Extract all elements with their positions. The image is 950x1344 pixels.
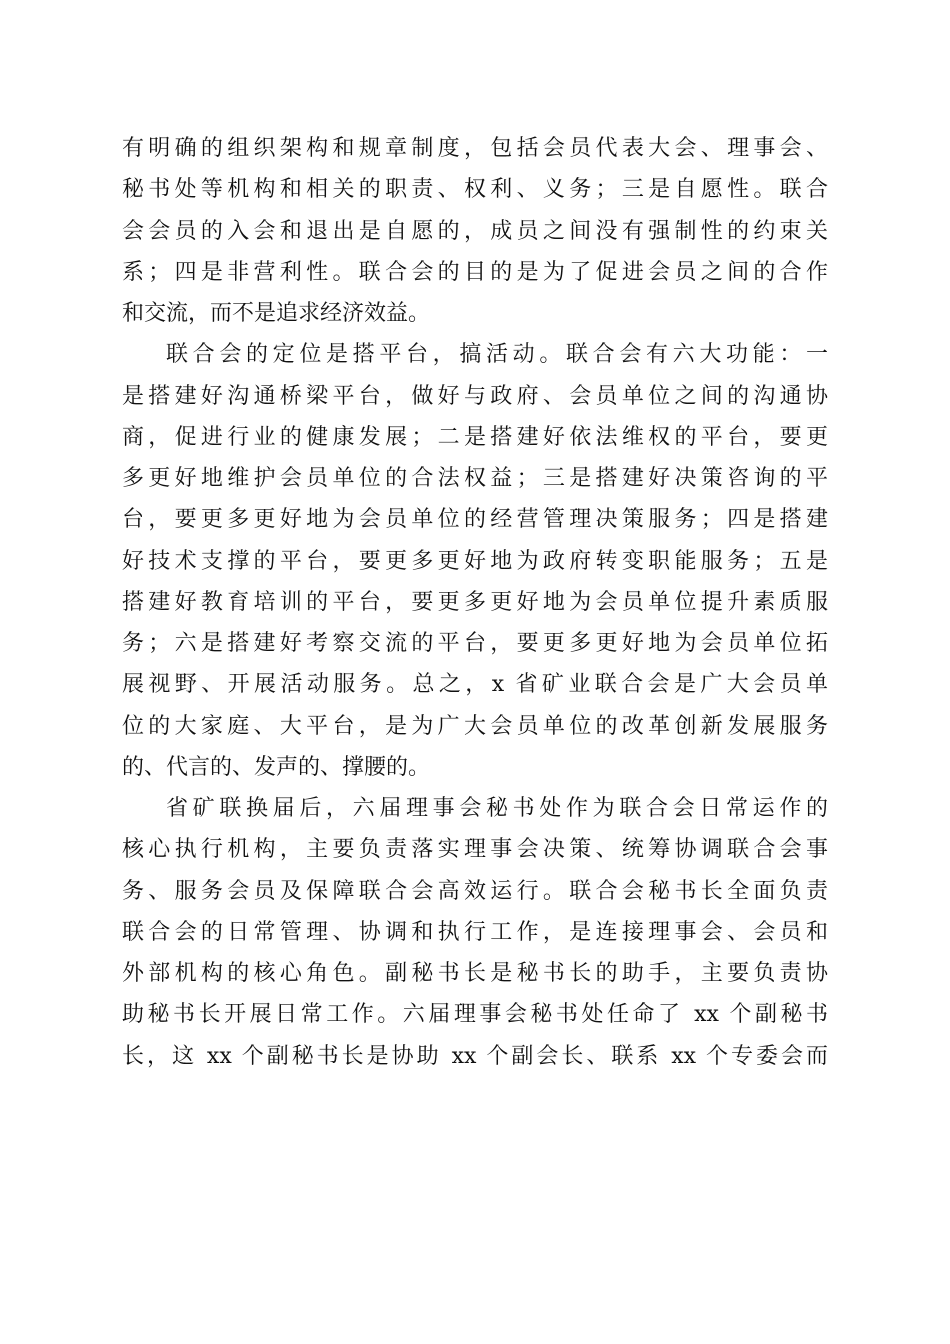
text-line: 秘书处等机构和相关的职责、权利、义务；三是自愿性。联合 bbox=[122, 177, 828, 203]
paragraph-first-line: 省矿联换届后，六届理事会秘书处作为联合会日常运作的 bbox=[166, 796, 828, 821]
document-body bbox=[122, 128, 828, 1077]
text-line: 和交流，而不是追求经济效益。 bbox=[122, 301, 431, 326]
text-line: 搭建好教育培训的平台，要更多更好地为会员单位提升素质服 bbox=[122, 589, 828, 615]
paragraph-first-line: 联合会的定位是搭平台，搞活动。联合会有六大功能：一 bbox=[166, 342, 828, 368]
text-line: 好技术支撑的平台，要更多更好地为政府转变职能服务；五是 bbox=[122, 548, 828, 574]
text-line: 联合会的日常管理、协调和执行工作，是连接理事会、会员和 bbox=[122, 919, 828, 945]
text-line: 核心执行机构，主要负责落实理事会决策、统筹协调联合会事 bbox=[122, 837, 828, 863]
text-line: 有明确的组织架构和规章制度，包括会员代表大会、理事会、 bbox=[122, 136, 828, 161]
text-line: 外部机构的核心角色。副秘书长是秘书长的助手，主要负责协 bbox=[122, 961, 828, 986]
text-line: 助秘书长开展日常工作。六届理事会秘书处任命了 xx 个副秘书 bbox=[122, 1002, 828, 1028]
text-line: 的、代言的、发声的、撑腰的。 bbox=[122, 754, 431, 780]
text-line: 位的大家庭、大平台，是为广大会员单位的改革创新发展服务 bbox=[122, 713, 828, 739]
text-line: 务；六是搭建好考察交流的平台，要更多更好地为会员单位拓 bbox=[122, 631, 828, 656]
text-line: 长，这 xx 个副秘书长是协助 xx 个副会长、联系 xx 个专委会而 bbox=[122, 1043, 828, 1069]
text-line: 展视野、开展活动服务。总之，x 省矿业联合会是广大会员单 bbox=[122, 672, 828, 698]
text-line: 系；四是非营利性。联合会的目的是为了促进会员之间的合作 bbox=[122, 259, 828, 285]
text-line: 务、服务会员及保障联合会高效运行。联合会秘书长全面负责 bbox=[122, 878, 828, 904]
text-line: 会会员的入会和退出是自愿的，成员之间没有强制性的约束关 bbox=[122, 218, 828, 244]
text-line: 商，促进行业的健康发展；二是搭建好依法维权的平台，要更 bbox=[122, 424, 828, 450]
text-line: 台，要更多更好地为会员单位的经营管理决策服务；四是搭建 bbox=[122, 507, 828, 533]
text-line: 是搭建好沟通桥梁平台，做好与政府、会员单位之间的沟通协 bbox=[122, 383, 828, 409]
text-line: 多更好地维护会员单位的合法权益；三是搭建好决策咨询的平 bbox=[122, 466, 828, 491]
